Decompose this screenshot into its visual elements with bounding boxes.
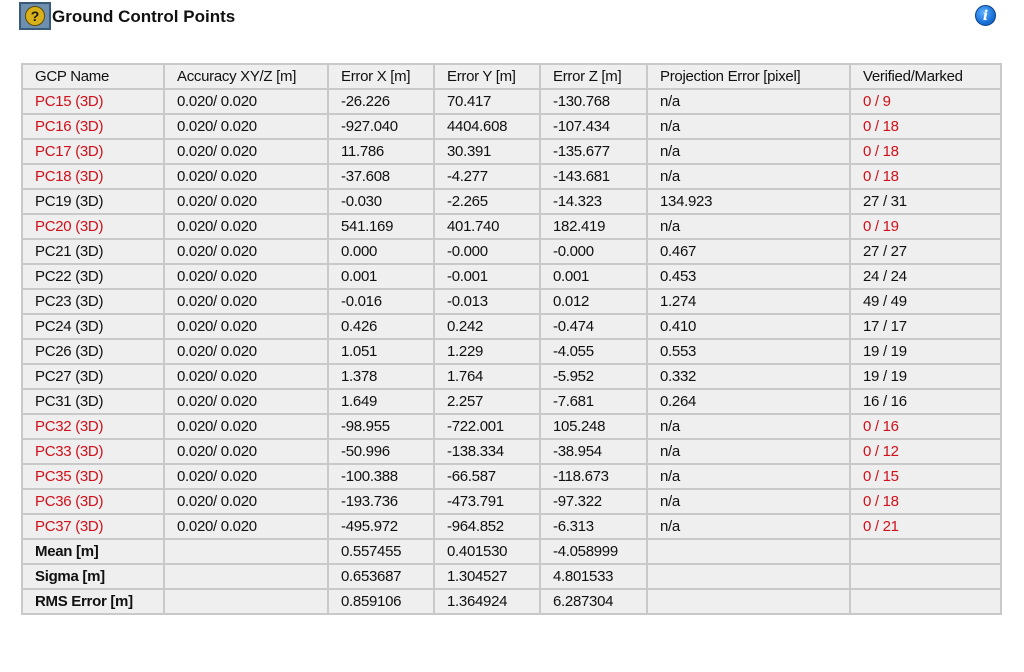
verified-marked-cell: 24 / 24 xyxy=(850,264,1001,289)
summary-empty-cell xyxy=(164,539,328,564)
error-x-cell: 1.649 xyxy=(328,389,434,414)
gcp-name-cell: PC26 (3D) xyxy=(22,339,164,364)
accuracy-cell: 0.020/ 0.020 xyxy=(164,389,328,414)
verified-marked-cell: 27 / 27 xyxy=(850,239,1001,264)
table-row xyxy=(22,289,1001,314)
verified-marked-cell: 19 / 19 xyxy=(850,339,1001,364)
summary-error-z-cell: -4.058999 xyxy=(540,539,647,564)
verified-marked-cell: 27 / 31 xyxy=(850,189,1001,214)
error-x-cell: -193.736 xyxy=(328,489,434,514)
table-row xyxy=(22,514,1001,539)
table-row xyxy=(22,89,1001,114)
error-z-cell: -0.474 xyxy=(540,314,647,339)
gcp-name-cell: PC24 (3D) xyxy=(22,314,164,339)
verified-marked-cell: 0 / 18 xyxy=(850,139,1001,164)
projection-error-cell: n/a xyxy=(647,514,850,539)
accuracy-cell: 0.020/ 0.020 xyxy=(164,289,328,314)
error-x-cell: 0.426 xyxy=(328,314,434,339)
error-x-cell: -37.608 xyxy=(328,164,434,189)
gcp-name-cell: PC19 (3D) xyxy=(22,189,164,214)
table-row xyxy=(22,364,1001,389)
table-row xyxy=(22,189,1001,214)
table-row xyxy=(22,139,1001,164)
summary-error-y-cell: 1.364924 xyxy=(434,589,540,614)
table-row xyxy=(22,264,1001,289)
gcp-name-cell: PC16 (3D) xyxy=(22,114,164,139)
error-y-cell: -0.013 xyxy=(434,289,540,314)
accuracy-cell: 0.020/ 0.020 xyxy=(164,239,328,264)
column-header-projection-error: Projection Error [pixel] xyxy=(647,64,850,89)
error-y-cell: 30.391 xyxy=(434,139,540,164)
error-x-cell: 0.001 xyxy=(328,264,434,289)
error-y-cell: -473.791 xyxy=(434,489,540,514)
accuracy-cell: 0.020/ 0.020 xyxy=(164,364,328,389)
error-z-cell: -97.322 xyxy=(540,489,647,514)
gcp-table xyxy=(21,63,1002,615)
accuracy-cell: 0.020/ 0.020 xyxy=(164,114,328,139)
summary-label-cell: RMS Error [m] xyxy=(22,589,164,614)
column-header-accuracy: Accuracy XY/Z [m] xyxy=(164,64,328,89)
error-y-cell: 2.257 xyxy=(434,389,540,414)
error-z-cell: -14.323 xyxy=(540,189,647,214)
error-z-cell: -143.681 xyxy=(540,164,647,189)
error-y-cell: -964.852 xyxy=(434,514,540,539)
accuracy-cell: 0.020/ 0.020 xyxy=(164,514,328,539)
error-y-cell: -0.001 xyxy=(434,264,540,289)
accuracy-cell: 0.020/ 0.020 xyxy=(164,89,328,114)
summary-empty-cell xyxy=(850,539,1001,564)
table-row xyxy=(22,239,1001,264)
projection-error-cell: n/a xyxy=(647,439,850,464)
gcp-name-cell: PC17 (3D) xyxy=(22,139,164,164)
table-header-row xyxy=(22,64,1001,89)
error-z-cell: -130.768 xyxy=(540,89,647,114)
error-y-cell: 4404.608 xyxy=(434,114,540,139)
gcp-name-cell: PC35 (3D) xyxy=(22,464,164,489)
error-x-cell: -495.972 xyxy=(328,514,434,539)
summary-empty-cell xyxy=(164,589,328,614)
error-y-cell: -0.000 xyxy=(434,239,540,264)
table-row xyxy=(22,164,1001,189)
summary-row xyxy=(22,564,1001,589)
summary-empty-cell xyxy=(647,589,850,614)
error-z-cell: -135.677 xyxy=(540,139,647,164)
summary-error-z-cell: 6.287304 xyxy=(540,589,647,614)
projection-error-cell: 0.453 xyxy=(647,264,850,289)
table-row xyxy=(22,314,1001,339)
projection-error-cell: 0.264 xyxy=(647,389,850,414)
question-mark-icon: ? xyxy=(25,6,45,26)
verified-marked-cell: 0 / 16 xyxy=(850,414,1001,439)
accuracy-cell: 0.020/ 0.020 xyxy=(164,314,328,339)
table-row xyxy=(22,114,1001,139)
gcp-name-cell: PC37 (3D) xyxy=(22,514,164,539)
verified-marked-cell: 0 / 9 xyxy=(850,89,1001,114)
projection-error-cell: 0.410 xyxy=(647,314,850,339)
gcp-name-cell: PC36 (3D) xyxy=(22,489,164,514)
gcp-name-cell: PC22 (3D) xyxy=(22,264,164,289)
verified-marked-cell: 0 / 21 xyxy=(850,514,1001,539)
projection-error-cell: n/a xyxy=(647,139,850,164)
table-row xyxy=(22,414,1001,439)
gcp-name-cell: PC33 (3D) xyxy=(22,439,164,464)
error-z-cell: 0.001 xyxy=(540,264,647,289)
error-x-cell: 11.786 xyxy=(328,139,434,164)
accuracy-cell: 0.020/ 0.020 xyxy=(164,189,328,214)
gcp-name-cell: PC20 (3D) xyxy=(22,214,164,239)
summary-error-x-cell: 0.859106 xyxy=(328,589,434,614)
summary-empty-cell xyxy=(850,589,1001,614)
page-title: Ground Control Points xyxy=(52,7,236,26)
verified-marked-cell: 0 / 15 xyxy=(850,464,1001,489)
error-z-cell: -118.673 xyxy=(540,464,647,489)
projection-error-cell: n/a xyxy=(647,464,850,489)
projection-error-cell: 0.467 xyxy=(647,239,850,264)
column-header-verified-marked: Verified/Marked xyxy=(850,64,1001,89)
verified-marked-cell: 0 / 18 xyxy=(850,114,1001,139)
gcp-name-cell: PC15 (3D) xyxy=(22,89,164,114)
accuracy-cell: 0.020/ 0.020 xyxy=(164,264,328,289)
column-header-gcp-name: GCP Name xyxy=(22,64,164,89)
column-header-error-z: Error Z [m] xyxy=(540,64,647,89)
column-header-error-y: Error Y [m] xyxy=(434,64,540,89)
table-row xyxy=(22,339,1001,364)
verified-marked-cell: 0 / 12 xyxy=(850,439,1001,464)
error-x-cell: -26.226 xyxy=(328,89,434,114)
projection-error-cell: n/a xyxy=(647,164,850,189)
projection-error-cell: n/a xyxy=(647,489,850,514)
error-z-cell: 105.248 xyxy=(540,414,647,439)
projection-error-cell: 1.274 xyxy=(647,289,850,314)
accuracy-cell: 0.020/ 0.020 xyxy=(164,414,328,439)
error-y-cell: -2.265 xyxy=(434,189,540,214)
table-row xyxy=(22,464,1001,489)
verified-marked-cell: 17 / 17 xyxy=(850,314,1001,339)
info-icon[interactable]: i xyxy=(975,5,996,26)
verified-marked-cell: 19 / 19 xyxy=(850,364,1001,389)
summary-error-y-cell: 1.304527 xyxy=(434,564,540,589)
error-z-cell: -4.055 xyxy=(540,339,647,364)
verified-marked-cell: 0 / 19 xyxy=(850,214,1001,239)
accuracy-cell: 0.020/ 0.020 xyxy=(164,464,328,489)
table-row xyxy=(22,389,1001,414)
projection-error-cell: 0.553 xyxy=(647,339,850,364)
summary-empty-cell xyxy=(647,539,850,564)
table-row xyxy=(22,439,1001,464)
summary-row xyxy=(22,589,1001,614)
error-y-cell: 1.229 xyxy=(434,339,540,364)
projection-error-cell: n/a xyxy=(647,414,850,439)
error-x-cell: -0.030 xyxy=(328,189,434,214)
error-z-cell: -5.952 xyxy=(540,364,647,389)
error-z-cell: -0.000 xyxy=(540,239,647,264)
error-y-cell: 0.242 xyxy=(434,314,540,339)
summary-empty-cell xyxy=(647,564,850,589)
error-z-cell: -38.954 xyxy=(540,439,647,464)
table-row xyxy=(22,214,1001,239)
accuracy-cell: 0.020/ 0.020 xyxy=(164,164,328,189)
projection-error-cell: n/a xyxy=(647,214,850,239)
error-x-cell: -927.040 xyxy=(328,114,434,139)
summary-label-cell: Sigma [m] xyxy=(22,564,164,589)
error-y-cell: -138.334 xyxy=(434,439,540,464)
accuracy-cell: 0.020/ 0.020 xyxy=(164,139,328,164)
projection-error-cell: n/a xyxy=(647,114,850,139)
error-x-cell: -0.016 xyxy=(328,289,434,314)
gcp-name-cell: PC18 (3D) xyxy=(22,164,164,189)
error-z-cell: 0.012 xyxy=(540,289,647,314)
error-x-cell: 0.000 xyxy=(328,239,434,264)
error-z-cell: -6.313 xyxy=(540,514,647,539)
gcp-name-cell: PC32 (3D) xyxy=(22,414,164,439)
help-button[interactable] xyxy=(19,2,51,30)
accuracy-cell: 0.020/ 0.020 xyxy=(164,489,328,514)
summary-error-x-cell: 0.653687 xyxy=(328,564,434,589)
error-y-cell: 1.764 xyxy=(434,364,540,389)
error-x-cell: 1.051 xyxy=(328,339,434,364)
gcp-name-cell: PC27 (3D) xyxy=(22,364,164,389)
accuracy-cell: 0.020/ 0.020 xyxy=(164,339,328,364)
error-y-cell: 70.417 xyxy=(434,89,540,114)
error-x-cell: 541.169 xyxy=(328,214,434,239)
error-x-cell: -50.996 xyxy=(328,439,434,464)
summary-empty-cell xyxy=(164,564,328,589)
error-z-cell: 182.419 xyxy=(540,214,647,239)
accuracy-cell: 0.020/ 0.020 xyxy=(164,214,328,239)
projection-error-cell: 0.332 xyxy=(647,364,850,389)
summary-error-z-cell: 4.801533 xyxy=(540,564,647,589)
summary-empty-cell xyxy=(850,564,1001,589)
column-header-error-x: Error X [m] xyxy=(328,64,434,89)
summary-row xyxy=(22,539,1001,564)
gcp-name-cell: PC31 (3D) xyxy=(22,389,164,414)
accuracy-cell: 0.020/ 0.020 xyxy=(164,439,328,464)
report-header xyxy=(0,0,1024,40)
error-x-cell: 1.378 xyxy=(328,364,434,389)
verified-marked-cell: 16 / 16 xyxy=(850,389,1001,414)
projection-error-cell: 134.923 xyxy=(647,189,850,214)
gcp-name-cell: PC21 (3D) xyxy=(22,239,164,264)
table-body xyxy=(22,89,1001,614)
error-z-cell: -107.434 xyxy=(540,114,647,139)
table-row xyxy=(22,489,1001,514)
projection-error-cell: n/a xyxy=(647,89,850,114)
error-y-cell: 401.740 xyxy=(434,214,540,239)
error-y-cell: -722.001 xyxy=(434,414,540,439)
error-x-cell: -100.388 xyxy=(328,464,434,489)
error-y-cell: -4.277 xyxy=(434,164,540,189)
error-x-cell: -98.955 xyxy=(328,414,434,439)
error-y-cell: -66.587 xyxy=(434,464,540,489)
verified-marked-cell: 49 / 49 xyxy=(850,289,1001,314)
verified-marked-cell: 0 / 18 xyxy=(850,489,1001,514)
summary-error-x-cell: 0.557455 xyxy=(328,539,434,564)
summary-error-y-cell: 0.401530 xyxy=(434,539,540,564)
gcp-name-cell: PC23 (3D) xyxy=(22,289,164,314)
verified-marked-cell: 0 / 18 xyxy=(850,164,1001,189)
summary-label-cell: Mean [m] xyxy=(22,539,164,564)
error-z-cell: -7.681 xyxy=(540,389,647,414)
